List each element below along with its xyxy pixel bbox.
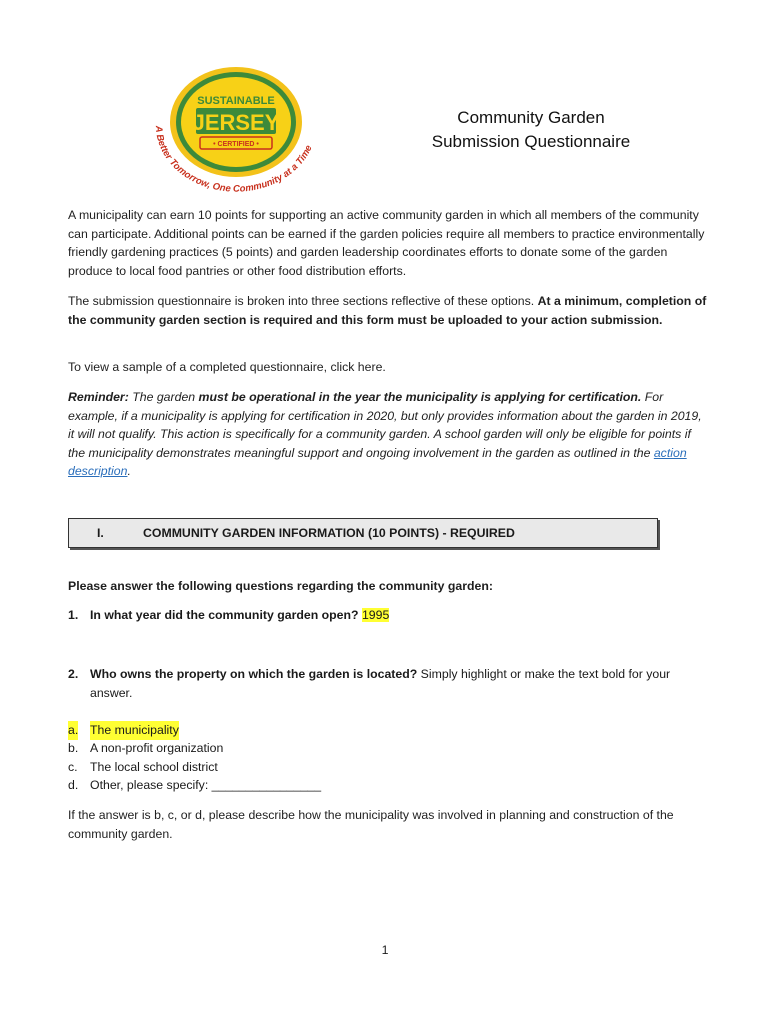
question-2-number: 2.: [68, 667, 79, 681]
logo-top-text: SUSTAINABLE: [197, 95, 275, 107]
reminder-bold-text: must be operational in the year the municipality is applying for certification.: [198, 390, 642, 404]
section-title: COMMUNITY GARDEN INFORMATION (10 POINTS) - REQUIRED: [143, 526, 515, 540]
sample-link-line[interactable]: To view a sample of a completed questionnaire, click here.: [68, 360, 386, 374]
reminder-paragraph: [68, 388, 708, 481]
page-number: 1: [381, 943, 389, 957]
sections-bold-text: At a minimum, completion of the community garden section is required and this form must be uploaded to your action submission.: [68, 294, 707, 327]
logo-badge-text: • CERTIFIED •: [213, 141, 259, 148]
option-c-text: The local school district: [90, 760, 218, 774]
sections-plain-text: The submission questionnaire is broken into three sections reflective of these options.: [68, 294, 538, 308]
questions-prompt: Please answer the following questions regarding the community garden:: [68, 579, 493, 593]
reminder-end: .: [127, 464, 131, 479]
logo-main-text: JERSEY: [192, 110, 280, 135]
option-d-letter: d.: [68, 778, 79, 792]
question-2: [68, 665, 708, 705]
question-2-hint: Simply highlight or make the text bold for your answer.: [90, 667, 671, 700]
option-a-text: The municipality: [90, 721, 179, 740]
section-number: I.: [97, 526, 104, 540]
action-description-link[interactable]: action description: [68, 445, 687, 479]
question-1-text: In what year did the community garden open?: [90, 608, 362, 622]
section-header-box: [68, 518, 658, 548]
option-c-letter: c.: [68, 760, 78, 774]
option-b-text: A non-profit organization: [90, 741, 224, 755]
reminder-part-2: For example, if a municipality is applying for certification in 2020, but only provides information about the garden in 2019, it will not qualify. This action is specifically for a community garden. A school garden will only be eligible for points if the municipality demonstrates meaningful support and ongoing involvement in the garden as outlined in the: [68, 390, 702, 460]
option-b-letter: b.: [68, 741, 79, 755]
intro-paragraph: A municipality can earn 10 points for supporting an active community garden in which all members of the community can participate. Additional points can be earned if the garden policies require all members to practice environmentally friendly gardening practices (5 points) and garden leadership coordinates efforts to donate some of the garden produce to local food pantries or other food distribution efforts.: [68, 208, 705, 278]
followup-paragraph: If the answer is b, c, or d, please describe how the municipality was involved in planning and construction of the community garden.: [68, 808, 674, 841]
sustainable-jersey-logo: [140, 64, 330, 194]
sections-paragraph: [68, 292, 708, 329]
document-title: [400, 106, 662, 154]
reminder-part-1: The garden: [128, 390, 199, 404]
option-a-letter: a.: [68, 721, 78, 740]
question-1-answer[interactable]: 1995: [361, 608, 390, 622]
logo-tagline: A Better Tomorrow, One Community at a Time: [152, 125, 315, 194]
title-line-2: Submission Questionnaire: [431, 132, 631, 151]
question-2-text: Who owns the property on which the garden is located?: [90, 667, 418, 681]
question-1: [68, 606, 708, 626]
option-d-text: Other, please specify: ________________: [90, 778, 322, 792]
reminder-label: Reminder:: [68, 390, 129, 404]
title-line-1: Community Garden: [457, 108, 605, 127]
question-1-number: 1.: [68, 608, 79, 622]
